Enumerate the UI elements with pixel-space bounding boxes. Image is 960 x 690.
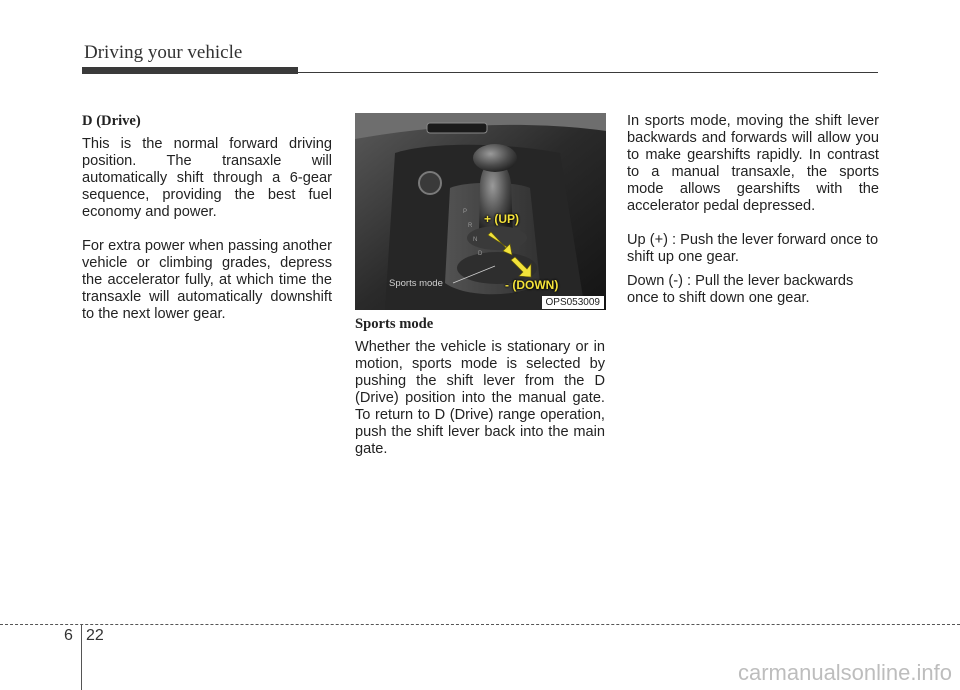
drive-heading: D (Drive) <box>82 113 141 129</box>
svg-text:R: R <box>468 223 473 229</box>
drive-paragraph-2: For extra power when passing another vehicle or climbing grades, depress the accelerator fully, at which time the transaxle will automatically downshift to the next lower gear. <box>82 238 332 322</box>
up-description: Push the lever forward once to shift up one gear. <box>627 232 879 265</box>
page-number: 22 <box>86 627 104 644</box>
down-definition <box>627 273 879 307</box>
column-drive <box>82 113 332 340</box>
footer-vertical-rule <box>81 624 82 690</box>
column-sports-mode-details <box>627 113 879 314</box>
sports-mode-heading: Sports mode <box>355 316 434 332</box>
svg-text:N: N <box>473 237 478 243</box>
figure-code: OPS053009 <box>542 296 605 309</box>
sports-mode-detail-paragraph: In sports mode, moving the shift lever backwards and forwards will allow you to make gearshifts rapidly. In contrast to a manual transaxle, the sports mode allows gearshifts with the accelerator pedal depressed. <box>627 113 879 214</box>
svg-text:D: D <box>478 251 483 257</box>
shift-lever-photo <box>355 113 606 310</box>
drive-paragraph-1: This is the normal forward driving position. The transaxle will automatically shift through a 6-gear sequence, providing the best fuel economy and power. <box>82 136 332 220</box>
up-definition <box>627 232 879 266</box>
down-description: Pull the lever backwards once to shift down one gear. <box>627 273 854 306</box>
up-label: + (UP) <box>484 212 520 226</box>
svg-text:P: P <box>463 209 468 215</box>
watermark: carmanualsonline.info <box>737 660 952 685</box>
down-term: Down (-) : <box>627 273 692 289</box>
section-number: 6 <box>64 627 73 644</box>
footer-divider <box>0 624 960 625</box>
header-bar <box>82 67 298 74</box>
header-rule <box>298 72 878 73</box>
sports-mode-callout: Sports mode <box>389 278 443 289</box>
up-term: Up (+) : <box>627 232 677 248</box>
sports-mode-paragraph: Whether the vehicle is stationary or in motion, sports mode is selected by pushing the shift lever from the D (Drive) position into the manual gate. To return to D (Drive) range operation, push the shift lever back into the main gate. <box>355 339 605 457</box>
column-sports-mode <box>355 316 605 475</box>
page-header-title: Driving your vehicle <box>84 42 243 63</box>
down-label: - (DOWN) <box>505 278 559 292</box>
